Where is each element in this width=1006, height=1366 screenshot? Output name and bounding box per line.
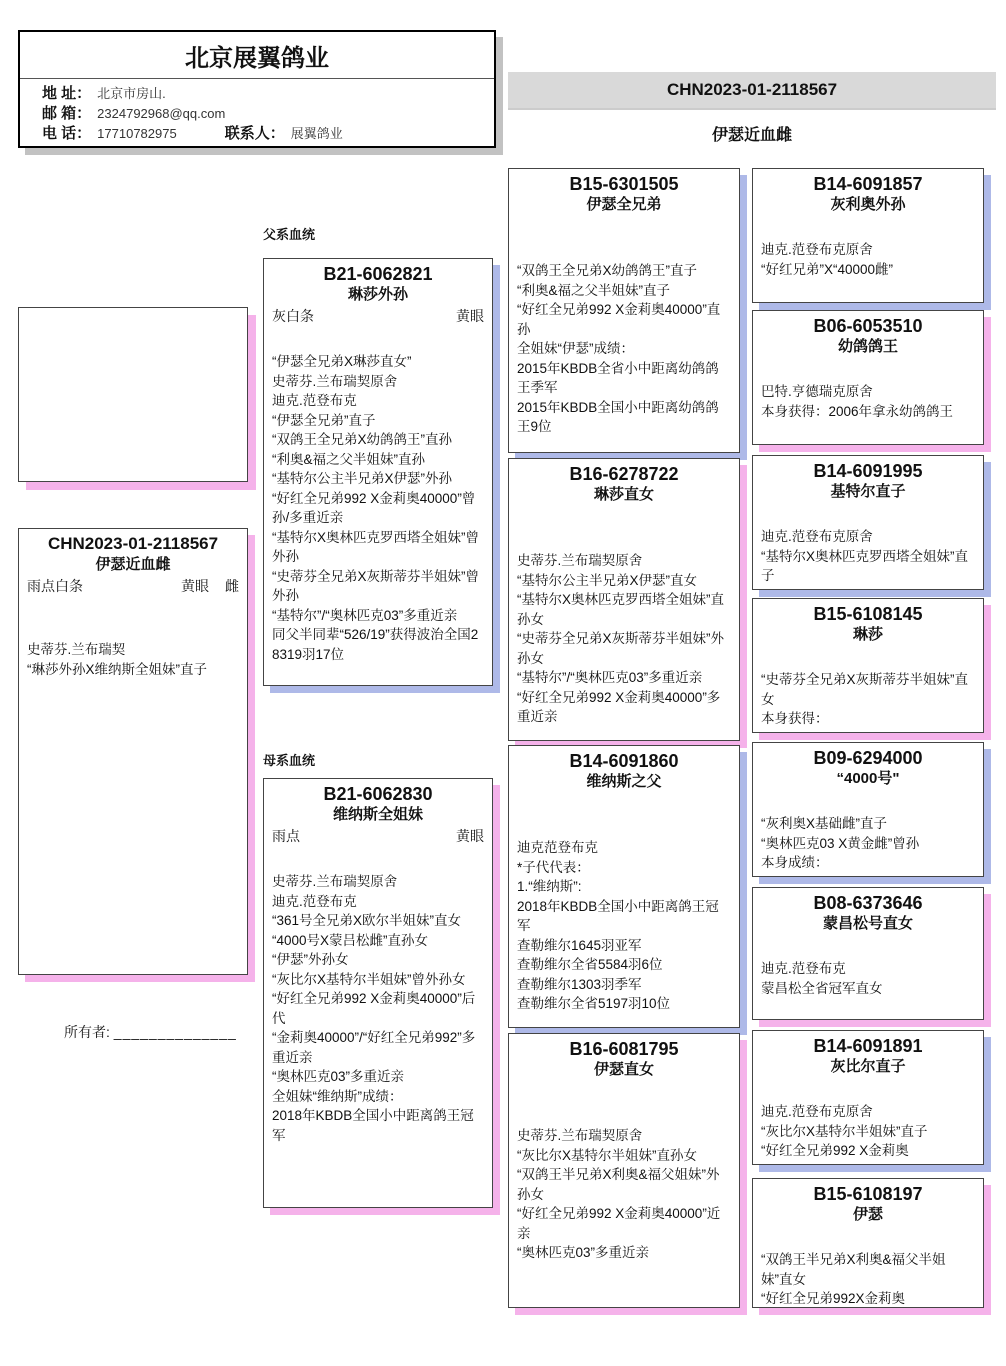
pedigree-text-line: 本身获得：2006年拿永幼鸽鸽王 [761, 403, 954, 419]
pedigree-text-line: “好红全兄弟992 X金莉奥40000”多重近亲 [517, 689, 721, 724]
ring-number: B16-6278722 [569, 464, 679, 484]
pedigree-text-line: 本身获得： [761, 711, 829, 726]
ring-number: B14-6091995 [813, 461, 923, 481]
eye-color: 黄眼 [456, 308, 484, 324]
pedigree-text-line: “利奥&福之父半姐妹”直孙 [272, 451, 425, 467]
email-value: 2324792968@qq.com [97, 106, 226, 121]
pedigree-text-line: “好红全兄弟992 X金莉奥40000”直孙 [517, 302, 721, 337]
pedigree-text-line: 迪克.范登布克原舍 [761, 529, 873, 544]
pedigree-box [752, 168, 984, 303]
feather-color: 灰白条 [272, 308, 314, 324]
pigeon-name: 幼鸽鸽王 [837, 338, 898, 355]
pedigree-box [508, 168, 740, 453]
pedigree-text-line: “基特尔X奥林匹克罗西塔全姐妹”直孙女 [517, 592, 724, 627]
pedigree-text-line: “灰比尔X基特尔半姐妹”直孙女 [517, 1147, 697, 1163]
pedigree-text-line: “奥林匹克03 X黄金雌”曾孙 [761, 835, 920, 851]
eye-color: 黄眼 [181, 578, 209, 594]
pedigree-details [272, 872, 484, 1145]
pedigree-text-line: “好红全兄弟992 X金莉奥40000”曾孙/多重近亲 [272, 490, 476, 525]
pedigree-text-line: “琳莎外孙X维纳斯全姐妹”直子 [27, 661, 207, 677]
ring-number: B14-6091860 [569, 751, 679, 771]
pedigree-text-line: 迪克.范登布克 [272, 393, 357, 408]
owner-blank-line: ______________ [113, 1024, 237, 1040]
pedigree-text-line: “好红全兄弟992X金莉奥 [761, 1291, 906, 1306]
pedigree-box [263, 258, 493, 686]
pedigree-text-line: 查勒维尔1645羽亚军 [517, 937, 642, 953]
pigeon-name: 维纳斯之父 [586, 773, 662, 790]
ring-number: B09-6294000 [813, 748, 923, 768]
pedigree-details [517, 261, 731, 437]
pigeon-name: 琳莎 [852, 626, 883, 643]
ring-number: B21-6062830 [323, 784, 433, 804]
pedigree-text-line: 全姐妹“伊瑟”成绩： [517, 341, 634, 356]
pigeon-name: 维纳斯全姐妹 [332, 806, 423, 823]
pedigree-details [272, 352, 484, 664]
color-eye-row [27, 577, 239, 596]
pedigree-box [752, 455, 984, 590]
ring-number: B21-6062821 [323, 264, 433, 284]
eye-color: 黄眼 [456, 828, 484, 844]
pedigree-text-line: 史蒂芬.兰布瑞契原舍 [272, 373, 398, 389]
pedigree-text-line: 查勒维尔全省5584羽6位 [517, 957, 663, 972]
pedigree-text-line: “基特尔公主半兄弟X伊瑟”外孙 [272, 471, 452, 486]
loft-title: 北京展翼鸽业 [20, 32, 494, 79]
pedigree-text-line: 2018年KBDB全国小中距离鸽王冠军 [517, 898, 719, 933]
pigeon-name: 灰利奥外孙 [830, 196, 906, 213]
pedigree-text-line: 本身成绩： [761, 855, 829, 870]
pigeon-name: 伊瑟全兄弟 [586, 196, 662, 213]
pedigree-details [761, 959, 975, 998]
loft-contact-rows [20, 79, 494, 144]
pedigree-text-line: 史蒂芬.兰布瑞契原舍 [272, 874, 398, 889]
phone-value: 17710782975 [97, 126, 177, 141]
pedigree-text-line: 史蒂芬.兰布瑞契原舍 [517, 1128, 643, 1143]
ring-number: B15-6301505 [569, 174, 679, 194]
pedigree-text-line: 迪克.范登布克 [761, 961, 846, 976]
pedigree-text-line: “好红兄弟”X“40000雌” [761, 261, 894, 277]
pedigree-details [517, 1126, 731, 1263]
pedigree-text-line: 全姐妹“维纳斯”成绩： [272, 1088, 403, 1104]
pigeon-name: 灰比尔直子 [830, 1058, 906, 1075]
pedigree-text-line: “史蒂芬全兄弟X灰斯蒂芬半姐妹”曾外孙 [272, 568, 479, 603]
pedigree-text-line: “灰利奥X基础雌”直子 [761, 816, 887, 831]
sire-line-label: 父系血统 [263, 227, 316, 242]
pedigree-text-line: 迪克范登布克 [517, 840, 598, 855]
feather-color: 雨点 [272, 828, 300, 844]
pedigree-details [761, 670, 975, 729]
ring-number: B15-6108145 [813, 604, 923, 624]
pedigree-details [761, 527, 975, 586]
contact-label: 联系人： [224, 125, 285, 142]
pedigree-box [752, 598, 984, 733]
pigeon-name: 基特尔直子 [830, 483, 906, 500]
pigeon-name: “4000号" [836, 770, 900, 787]
dam-line-label: 母系血统 [263, 753, 316, 768]
pedigree-text-line: 2015年KBDB全国小中距离幼鸽鸽王9位 [517, 399, 719, 434]
pedigree-text-line: “伊瑟全兄弟”直子 [272, 412, 376, 428]
pedigree-text-line: “史蒂芬全兄弟X灰斯蒂芬半姐妹”外孙女 [517, 631, 724, 666]
pigeon-name: 琳莎直女 [593, 486, 654, 503]
pedigree-text-line: 同父半同辈“526/19”获得波治全国28319羽17位 [272, 627, 479, 662]
pedigree-box [508, 458, 740, 741]
empty-pedigree-box [18, 307, 248, 482]
pedigree-text-line: “361号全兄弟X欧尔半姐妹”直女 [272, 913, 462, 928]
pedigree-text-line: “好红全兄弟992 X金莉奥40000”后代 [272, 991, 476, 1026]
address-value: 北京市房山. [97, 86, 166, 101]
pedigree-text-line: “双鸽王半兄弟X利奥&福父姐妹”外孙女 [517, 1167, 720, 1202]
pedigree-text-line: “双鸽王全兄弟X幼鸽鸽王”直子 [517, 263, 697, 278]
pedigree-details [517, 838, 731, 1014]
pedigree-box [752, 1178, 984, 1308]
pedigree-box [752, 310, 984, 445]
pedigree-text-line: “基特尔X奥林匹克罗西塔全姐妹”曾外孙 [272, 529, 479, 564]
ring-number: CHN2023-01-2118567 [47, 534, 219, 553]
pedigree-text-line: 查勒维尔1303羽季军 [517, 976, 642, 992]
sex: 雌 [225, 578, 239, 594]
phone-label: 电 话： [42, 125, 92, 142]
loft-info-card [18, 30, 496, 148]
email-label: 邮 箱： [42, 105, 92, 122]
phone-row [42, 124, 494, 144]
subject-pigeon-box [18, 528, 248, 975]
pigeon-name-banner: 伊瑟近血雌 [711, 127, 792, 144]
pedigree-box [752, 742, 984, 877]
pedigree-details [27, 640, 239, 679]
pedigree-details [761, 1250, 975, 1308]
pedigree-text-line: “基特尔”/“奥林匹克03”多重近亲 [517, 670, 703, 685]
pedigree-box [752, 1030, 984, 1165]
pigeon-name: 琳莎外孙 [347, 286, 408, 303]
pigeon-name: 伊瑟近血雌 [95, 556, 171, 573]
pedigree-text-line: “伊瑟”外孙女 [272, 952, 349, 967]
pigeon-name: 伊瑟 [852, 1206, 883, 1223]
owner-label: 所有者: [64, 1024, 110, 1040]
pedigree-text-line: 史蒂芬.兰布瑞契 [27, 642, 126, 657]
pedigree-text-line: “史蒂芬全兄弟X灰斯蒂芬半姐妹”直女 [761, 672, 968, 707]
pedigree-text-line: 迪克.范登布克原舍 [761, 1104, 873, 1119]
pigeon-name: 伊瑟直女 [593, 1061, 654, 1078]
pedigree-details [761, 814, 975, 873]
pedigree-text-line: “灰比尔X基特尔半姐妹”直子 [761, 1123, 928, 1139]
pedigree-text-line: 2018年KBDB全国小中距离鸽王冠军 [272, 1108, 474, 1143]
ring-number: B14-6091857 [813, 174, 923, 194]
pedigree-text-line: 迪克.范登布克 [272, 893, 357, 909]
pedigree-text-line: “基特尔公主半兄弟X伊瑟”直女 [517, 572, 697, 588]
pedigree-text-line: “好红全兄弟992 X金莉奥 [761, 1143, 909, 1158]
pedigree-box [508, 1033, 740, 1308]
pedigree-text-line: “双鸽王全兄弟X幼鸽鸽王”直孙 [272, 432, 452, 447]
pedigree-text-line: *子代代表： [517, 859, 590, 875]
pigeon-name: 蒙昌松号直女 [822, 915, 913, 932]
pedigree-box [752, 887, 984, 1020]
address-row [42, 84, 494, 104]
ring-number: B14-6091891 [813, 1036, 923, 1056]
email-row [42, 104, 494, 124]
pedigree-box [263, 778, 493, 1208]
pedigree-text-line: “好红全兄弟992 X金莉奥40000”近亲 [517, 1206, 721, 1241]
ring-number-banner: CHN2023-01-2118567 [508, 72, 996, 110]
pedigree-text-line: 史蒂芬.兰布瑞契原舍 [517, 553, 643, 568]
pedigree-text-line: 2015年KBDB全省小中距离幼鸽鸽王季军 [517, 360, 719, 395]
ring-number: B08-6373646 [813, 893, 923, 913]
eye-sex-group [456, 827, 484, 846]
pedigree-text-line: “4000号X蒙吕松雌”直孙女 [272, 932, 429, 948]
pedigree-text-line: 1.“维纳斯”: [517, 879, 582, 894]
pedigree-text-line: “利奥&福之父半姐妹”直子 [517, 282, 670, 298]
pedigree-text-line: “奥林匹克03”多重近亲 [517, 1245, 650, 1260]
color-eye-row [272, 827, 484, 846]
pedigree-text-line: “双鸽王半兄弟X利奥&福父半姐妹”直女 [761, 1252, 946, 1287]
pedigree-text-line: “伊瑟全兄弟X琳莎直女” [272, 354, 412, 369]
pedigree-details [761, 382, 975, 421]
pedigree-text-line: 巴特.亨德瑞克原舍 [761, 384, 873, 399]
pedigree-text-line: “奥林匹克03”多重近亲 [272, 1069, 405, 1084]
color-eye-row [272, 307, 484, 326]
address-label: 地 址： [42, 85, 92, 102]
pedigree-text-line: 迪克.范登布克原舍 [761, 242, 873, 257]
eye-sex-group [456, 307, 484, 326]
pedigree-details [761, 1102, 975, 1161]
ring-number: B16-6081795 [569, 1039, 679, 1059]
pedigree-text-line: “金莉奥40000”/“好红全兄弟992”多重近亲 [272, 1030, 476, 1065]
ring-number: B06-6053510 [813, 316, 923, 336]
pedigree-details [517, 551, 731, 727]
pedigree-text-line: “基特尔X奥林匹克罗西塔全姐妹”直子 [761, 548, 968, 583]
ring-number: B15-6108197 [813, 1184, 923, 1204]
eye-sex-group [181, 577, 239, 596]
pedigree-text-line: “灰比尔X基特尔半姐妹”曾外孙女 [272, 971, 466, 987]
owner-row [64, 1022, 237, 1042]
feather-color: 雨点白条 [27, 578, 83, 594]
pedigree-text-line: “基特尔”/“奥林匹克03”多重近亲 [272, 607, 458, 623]
contact-value: 展翼鸽业 [290, 126, 343, 141]
pedigree-text-line: 蒙昌松全省冠军直女 [761, 980, 883, 996]
pedigree-details [761, 240, 975, 279]
pedigree-box [508, 745, 740, 1028]
pedigree-text-line: 查勒维尔全省5197羽10位 [517, 996, 671, 1011]
